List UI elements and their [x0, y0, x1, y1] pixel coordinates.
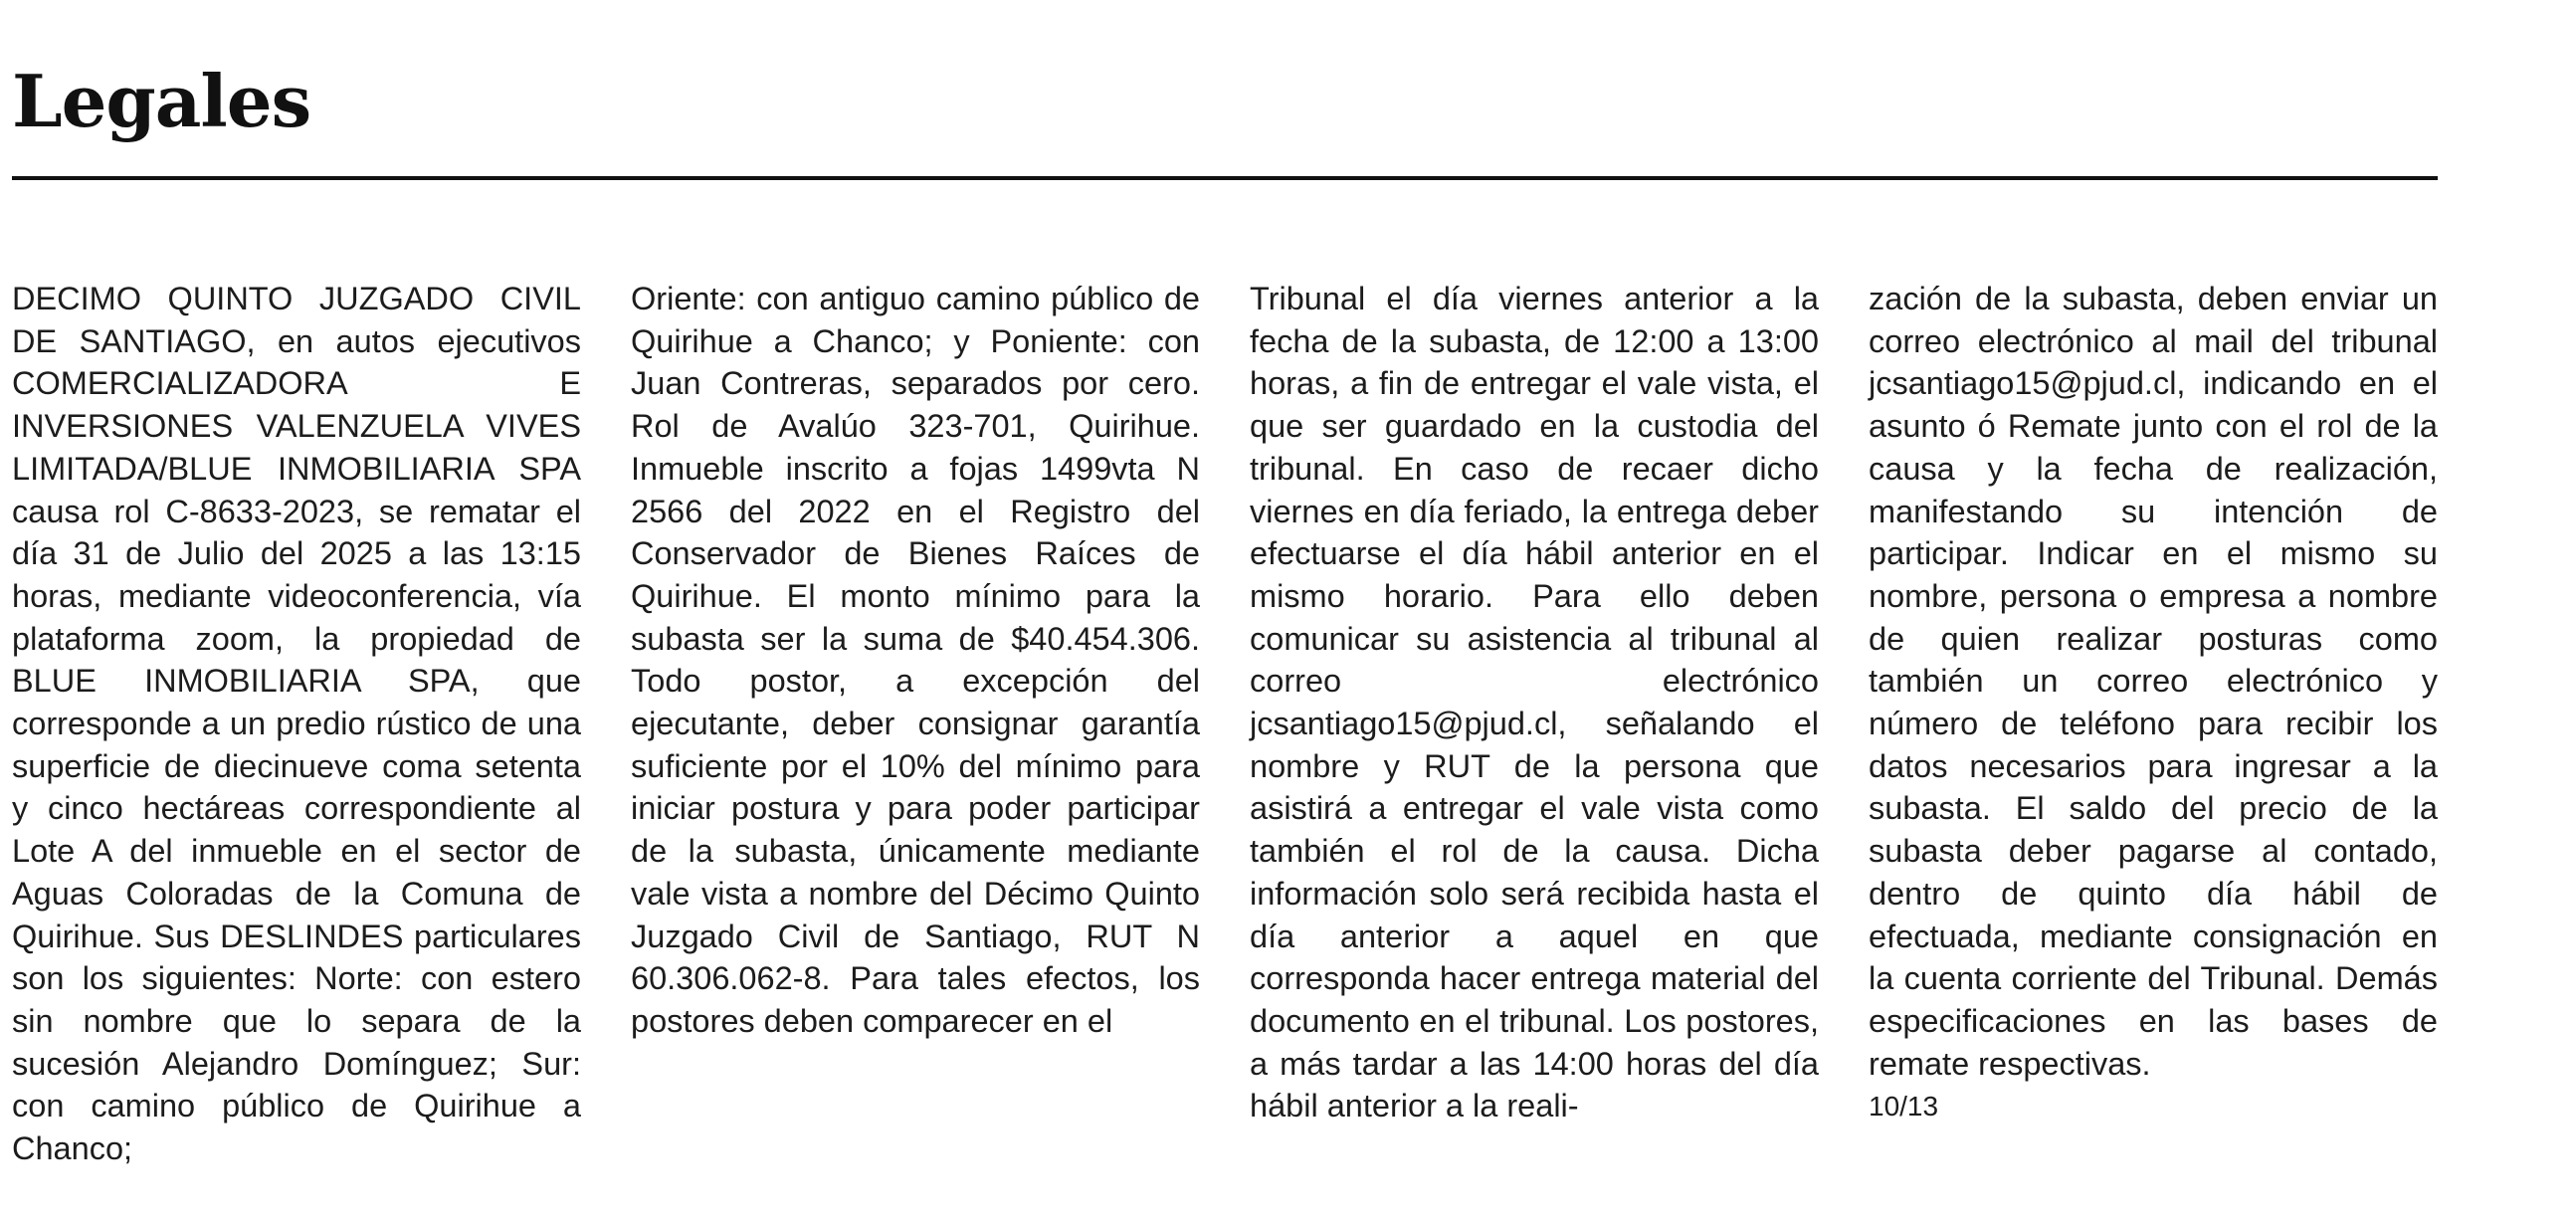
notice-column-3	[1250, 278, 1819, 1127]
notice-column-2	[631, 278, 1200, 1043]
legal-notice	[12, 278, 2438, 1167]
notice-column-1	[12, 278, 581, 1170]
notice-text: Tribunal el día viernes anterior a la fecha de la subasta, de 12:00 a 13:00 horas, a fin de entregar el vale vista, el que ser guardado en la custodia del tribunal. En caso de recaer dicho viernes en día feriado, la entrega deber efectuarse el día hábil anterior en el mismo horario. Para ello deben comunicar su asistencia al tribunal al correo electrónico jcsantiago15@pjud.cl, señalando el nombre y RUT de la persona que asistirá a entregar el vale vista como también el rol de la causa. Dicha información solo será recibida hasta el día anterior a aquel en que corresponda hacer entrega material del documento en el tribunal. Los postores, a más tardar a las 14:00 horas del día hábil anterior a la reali-	[1250, 281, 1819, 1124]
notice-column-4	[1869, 278, 2438, 1126]
notice-text: zación de la subasta, deben enviar un correo electrónico al mail del tribunal jcsantiago15@pjud.cl, indicando en el asunto ó Remate junto con el rol de la causa y la fecha de realización, manifestando su intención de participar. Indicar en el mismo su nombre, persona o empresa a nombre de quien realizar posturas como también un correo electrónico y número de teléfono para recibir los datos necesarios para ingresar a la subasta. El saldo del precio de la subasta deber pagarse al contado, dentro de quinto día hábil de efectuada, mediante consignación en la cuenta corriente del Tribunal. Demás especificaciones en las bases de remate respectivas.	[1869, 281, 2438, 1082]
edition-code: 10/13	[1869, 1091, 1939, 1123]
notice-text: Oriente: con antiguo camino público de Quirihue a Chanco; y Poniente: con Juan Contreras, separados por cero. Rol de Avalúo 323-701, Quirihue. Inmueble inscrito a fojas 1499vta N 2566 del 2022 en el Registro del Conservador de Bienes Raíces de Quirihue. El monto mínimo para la subasta ser la suma de $40.454.306. Todo postor, a excepción del ejecutante, deber consignar garantía suficiente por el 10% del mínimo para iniciar postura y para poder participar de la subasta, únicamente mediante vale vista a nombre del Décimo Quinto Juzgado Civil de Santiago, RUT N 60.306.062-8. Para tales efectos, los postores deben comparecer en el	[631, 281, 1200, 1039]
section-title: Legales	[12, 59, 311, 143]
title-divider	[12, 176, 2438, 180]
notice-text: DECIMO QUINTO JUZGADO CIVIL DE SANTIAGO, en autos ejecutivos COMERCIALIZADORA E INVERSIONES VALENZUELA VIVES LIMITADA/BLUE INMOBILIARIA SPA causa rol C-8633-2023, se rematar el día 31 de Julio del 2025 a las 13:15 horas, mediante videoconferencia, vía plataforma zoom, la propiedad de BLUE INMOBILIARIA SPA, que corresponde a un predio rústico de una superficie de diecinueve coma setenta y cinco hectáreas correspondiente al Lote A del inmueble en el sector de Aguas Coloradas de la Comuna de Quirihue. Sus DESLINDES particulares son los siguientes: Norte: con estero sin nombre que lo separa de la sucesión Alejandro Domínguez; Sur: con camino público de Quirihue a Chanco;	[12, 281, 581, 1167]
